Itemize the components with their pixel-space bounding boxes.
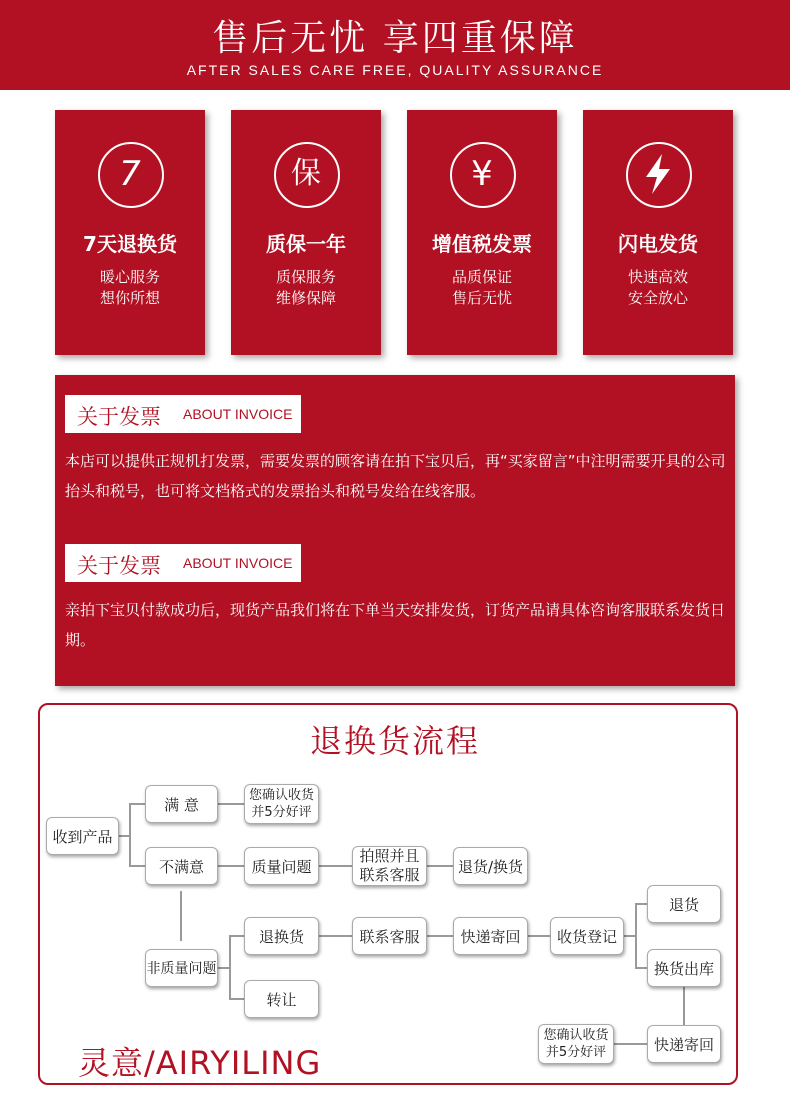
connector-line <box>527 935 550 937</box>
card-line: 维修保障 <box>275 289 336 307</box>
flow-node-quality-issue: 质量问题 <box>244 847 319 885</box>
warranty-icon: 保 <box>291 156 321 191</box>
flow-node-photo-contact: 拍照并且联系客服 <box>352 846 427 886</box>
flow-node-express-send: 快递寄回 <box>453 917 528 955</box>
connector-line <box>129 865 145 867</box>
card-line: 快速高效 <box>627 268 688 286</box>
connector-line <box>180 891 182 941</box>
flow-node-express-back: 快递寄回 <box>647 1025 721 1063</box>
invoice-tag <box>65 395 301 433</box>
connector-line <box>318 935 352 937</box>
flow-node-unsatisfied: 不满意 <box>145 847 218 885</box>
connector-line <box>426 865 453 867</box>
flow-node-refund: 退货 <box>647 885 721 923</box>
lightning-icon <box>638 152 678 196</box>
connector-line <box>229 998 244 1000</box>
flow-node-satisfied: 满 意 <box>145 785 218 823</box>
invoice-panel <box>55 375 735 686</box>
flow-node-contact-service: 联系客服 <box>352 917 427 955</box>
flow-node-exchange-out: 换货出库 <box>647 949 721 987</box>
connector-line <box>318 865 352 867</box>
brand-logo-text: 灵意/AIRYILING <box>78 1044 322 1082</box>
card-line: 想你所想 <box>99 289 160 307</box>
flow-node-confirm-bottom: 您确认收货并5分好评 <box>538 1024 614 1064</box>
header-banner <box>0 0 790 90</box>
connector-line <box>635 903 647 905</box>
card-title: 闪电发货 <box>618 232 698 256</box>
invoice-text: 本店可以提供正规机打发票，需要发票的顾客请在拍下宝贝后，再“买家留言”中注明需要开具的公司抬头和税号，也可将文档格式的发票抬头和税号发给在线客服。 <box>65 452 726 500</box>
invoice-tag-zh: 关于发票 <box>77 405 161 429</box>
connector-line <box>229 935 244 937</box>
flow-node-return-exchange-a: 退货/换货 <box>453 847 528 885</box>
connector-line <box>635 903 637 968</box>
shipping-text: 亲拍下宝贝付款成功后，现货产品我们将在下单当天安排发货，订货产品请具体咨询客服联系发货日期。 <box>65 601 726 649</box>
flow-node-non-quality: 非质量问题 <box>145 949 218 987</box>
flow-node-return-exchange-b: 退换货 <box>244 917 319 955</box>
card-line: 暖心服务 <box>99 268 160 286</box>
card-7day-return <box>55 110 205 355</box>
card-vat-invoice <box>407 110 557 355</box>
connector-line <box>229 935 231 999</box>
page-subtitle: AFTER SALES CARE FREE, QUALITY ASSURANCE <box>186 62 604 78</box>
card-title: 7天退换货 <box>83 232 177 256</box>
page-title: 售后无忧 享四重保障 <box>212 18 578 59</box>
invoice-tag-en: ABOUT INVOICE <box>183 555 293 571</box>
connector-line <box>683 987 685 1025</box>
connector-line <box>218 803 244 805</box>
connector-line <box>129 803 131 866</box>
card-title: 增值税发票 <box>432 232 532 256</box>
card-line: 安全放心 <box>627 289 688 307</box>
card-line: 质保服务 <box>275 268 336 286</box>
invoice-tag <box>65 544 301 582</box>
seven-icon: 7 <box>119 154 141 194</box>
flow-node-confirm-top: 您确认收货并5分好评 <box>244 784 319 824</box>
connector-line <box>218 865 244 867</box>
connector-line <box>635 967 647 969</box>
card-warranty <box>231 110 381 355</box>
connector-line <box>613 1043 647 1045</box>
flow-title: 退换货流程 <box>309 722 480 760</box>
card-fast-shipping <box>583 110 733 355</box>
connector-line <box>426 935 453 937</box>
yen-icon: ¥ <box>471 154 493 194</box>
invoice-tag-en: ABOUT INVOICE <box>183 406 293 422</box>
connector-line <box>129 803 145 805</box>
flow-node-receipt-register: 收货登记 <box>550 917 624 955</box>
invoice-tag-zh: 关于发票 <box>77 554 161 578</box>
card-title: 质保一年 <box>266 232 346 256</box>
card-line: 售后无忧 <box>451 289 512 307</box>
card-line: 品质保证 <box>451 268 512 286</box>
flow-node-received: 收到产品 <box>46 817 119 855</box>
flow-node-transfer: 转让 <box>244 980 319 1018</box>
